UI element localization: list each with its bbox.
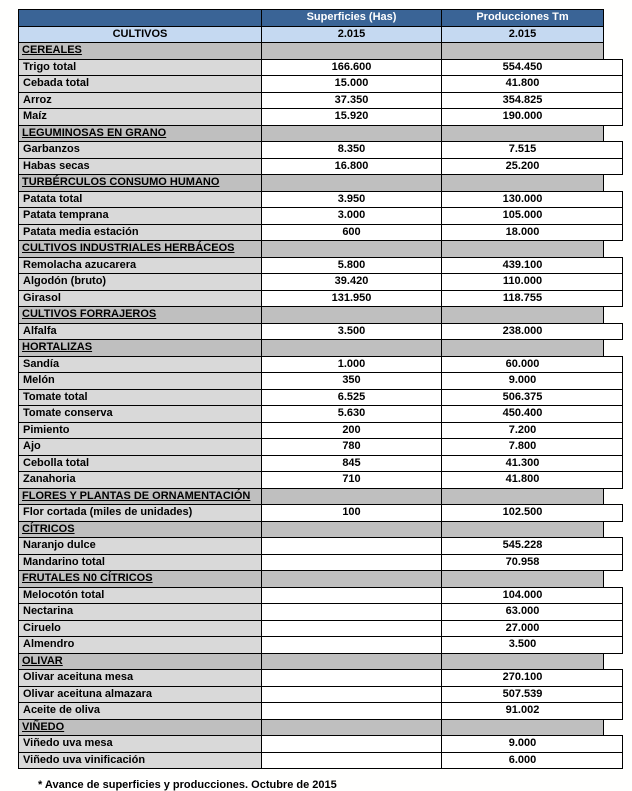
superficie-value-cell: 100: [262, 505, 442, 522]
data-row: [19, 290, 623, 307]
crop-label-cell: Ciruelo: [19, 620, 262, 637]
data-row: [19, 224, 623, 241]
crops-table-wrapper: [18, 9, 623, 791]
section-empty-cell: [262, 43, 442, 60]
data-row: [19, 373, 623, 390]
section-name: CÍTRICOS: [22, 522, 75, 535]
data-row: [19, 389, 623, 406]
crop-label-cell: Remolacha azucarera: [19, 257, 262, 274]
produccion-value-cell: 7.200: [442, 422, 623, 439]
section-empty-cell: [442, 43, 604, 60]
data-row: [19, 472, 623, 489]
section-name: LEGUMINOSAS EN GRANO: [22, 126, 167, 139]
header-producciones: Producciones Tm: [442, 10, 604, 27]
section-empty-cell: [262, 175, 442, 192]
data-row: [19, 686, 623, 703]
year-producciones-cell: 2.015: [442, 26, 604, 43]
section-empty-cell: [442, 241, 604, 258]
section-name-cell: [19, 241, 262, 258]
section-name-cell: [19, 340, 262, 357]
section-empty-cell: [262, 571, 442, 588]
crop-label-cell: Tomate conserva: [19, 406, 262, 423]
spacer-cell: [604, 43, 623, 60]
produccion-value-cell: 6.000: [442, 752, 623, 769]
superficie-value-cell: 8.350: [262, 142, 442, 159]
crop-label-cell: Olivar aceituna mesa: [19, 670, 262, 687]
section-name-cell: [19, 719, 262, 736]
superficie-value-cell: [262, 538, 442, 555]
spacer-cell: [604, 340, 623, 357]
data-row: [19, 59, 623, 76]
section-name: OLIVAR: [22, 654, 63, 667]
superficie-value-cell: 3.500: [262, 323, 442, 340]
crop-label-cell: Tomate total: [19, 389, 262, 406]
data-row: [19, 703, 623, 720]
crop-label-cell: Alfalfa: [19, 323, 262, 340]
superficie-value-cell: 3.950: [262, 191, 442, 208]
produccion-value-cell: 104.000: [442, 587, 623, 604]
section-empty-cell: [262, 719, 442, 736]
spacer-cell: [604, 175, 623, 192]
section-empty-cell: [442, 340, 604, 357]
produccion-value-cell: 27.000: [442, 620, 623, 637]
section-empty-cell: [442, 488, 604, 505]
crop-label-cell: Naranjo dulce: [19, 538, 262, 555]
table-header-row: [19, 10, 623, 27]
year-superficies-cell: 2.015: [262, 26, 442, 43]
section-empty-cell: [262, 125, 442, 142]
superficie-value-cell: [262, 752, 442, 769]
produccion-value-cell: 507.539: [442, 686, 623, 703]
superficie-value-cell: 845: [262, 455, 442, 472]
superficie-value-cell: 5.630: [262, 406, 442, 423]
section-row: [19, 521, 623, 538]
section-row: [19, 653, 623, 670]
superficie-value-cell: [262, 587, 442, 604]
section-name: FLORES Y PLANTAS DE ORNAMENTACIÓN: [22, 489, 251, 502]
produccion-value-cell: 7.800: [442, 439, 623, 456]
data-row: [19, 142, 623, 159]
spacer-cell: [604, 653, 623, 670]
data-row: [19, 736, 623, 753]
section-empty-cell: [442, 719, 604, 736]
superficie-value-cell: [262, 670, 442, 687]
data-row: [19, 257, 623, 274]
section-empty-cell: [442, 521, 604, 538]
section-empty-cell: [442, 175, 604, 192]
crop-label-cell: Viñedo uva vinificación: [19, 752, 262, 769]
superficie-value-cell: 15.920: [262, 109, 442, 126]
crop-label-cell: Maíz: [19, 109, 262, 126]
section-name-cell: [19, 125, 262, 142]
produccion-value-cell: 41.800: [442, 472, 623, 489]
data-row: [19, 587, 623, 604]
crop-label-cell: Zanahoria: [19, 472, 262, 489]
crop-label-cell: Melón: [19, 373, 262, 390]
section-row: [19, 307, 623, 324]
data-row: [19, 76, 623, 93]
data-row: [19, 191, 623, 208]
produccion-value-cell: 270.100: [442, 670, 623, 687]
section-row: [19, 43, 623, 60]
section-name-cell: [19, 488, 262, 505]
data-row: [19, 752, 623, 769]
superficie-value-cell: 16.800: [262, 158, 442, 175]
data-row: [19, 620, 623, 637]
section-empty-cell: [442, 571, 604, 588]
section-name: HORTALIZAS: [22, 341, 93, 354]
produccion-value-cell: 130.000: [442, 191, 623, 208]
data-row: [19, 455, 623, 472]
spacer-cell: [604, 521, 623, 538]
superficie-value-cell: 350: [262, 373, 442, 390]
superficie-value-cell: [262, 604, 442, 621]
crop-label-cell: Viñedo uva mesa: [19, 736, 262, 753]
data-row: [19, 109, 623, 126]
crop-label-cell: Trigo total: [19, 59, 262, 76]
data-row: [19, 505, 623, 522]
produccion-value-cell: 554.450: [442, 59, 623, 76]
data-row: [19, 538, 623, 555]
crop-label-cell: Mandarino total: [19, 554, 262, 571]
section-name-cell: [19, 653, 262, 670]
section-empty-cell: [442, 307, 604, 324]
data-row: [19, 323, 623, 340]
superficie-value-cell: 37.350: [262, 92, 442, 109]
superficie-value-cell: 3.000: [262, 208, 442, 225]
section-empty-cell: [262, 653, 442, 670]
footnote: * Avance de superficies y producciones. Octubre de 2015: [38, 779, 337, 791]
produccion-value-cell: 41.300: [442, 455, 623, 472]
crop-label-cell: Sandía: [19, 356, 262, 373]
section-empty-cell: [262, 521, 442, 538]
superficie-value-cell: 39.420: [262, 274, 442, 291]
section-name: CULTIVOS FORRAJEROS: [22, 308, 157, 321]
crop-label-cell: Patata media estación: [19, 224, 262, 241]
crop-label-cell: Aceite de oliva: [19, 703, 262, 720]
section-empty-cell: [262, 307, 442, 324]
data-row: [19, 637, 623, 654]
data-row: [19, 92, 623, 109]
superficie-value-cell: [262, 637, 442, 654]
crop-label-cell: Habas secas: [19, 158, 262, 175]
section-name: FRUTALES N0 CÍTRICOS: [22, 572, 153, 585]
produccion-value-cell: 105.000: [442, 208, 623, 225]
spacer-cell: [604, 719, 623, 736]
superficie-value-cell: [262, 686, 442, 703]
superficie-value-cell: 600: [262, 224, 442, 241]
superficie-value-cell: 166.600: [262, 59, 442, 76]
section-empty-cell: [262, 241, 442, 258]
spacer-cell: [604, 125, 623, 142]
superficie-value-cell: 131.950: [262, 290, 442, 307]
produccion-value-cell: 3.500: [442, 637, 623, 654]
superficie-value-cell: 15.000: [262, 76, 442, 93]
section-name-cell: [19, 175, 262, 192]
section-row: [19, 241, 623, 258]
superficie-value-cell: [262, 703, 442, 720]
crop-label-cell: Melocotón total: [19, 587, 262, 604]
produccion-value-cell: 7.515: [442, 142, 623, 159]
section-name-cell: [19, 43, 262, 60]
produccion-value-cell: 41.800: [442, 76, 623, 93]
section-empty-cell: [262, 340, 442, 357]
section-name-cell: [19, 521, 262, 538]
section-row: [19, 340, 623, 357]
produccion-value-cell: 450.400: [442, 406, 623, 423]
crop-label-cell: Cebolla total: [19, 455, 262, 472]
header-superficies: Superficies (Has): [262, 10, 442, 27]
produccion-value-cell: 439.100: [442, 257, 623, 274]
section-name: TURBÉRCULOS CONSUMO HUMANO: [22, 176, 220, 189]
crop-label-cell: Almendro: [19, 637, 262, 654]
table-subheader-row: [19, 26, 623, 43]
produccion-value-cell: 9.000: [442, 373, 623, 390]
produccion-value-cell: 25.200: [442, 158, 623, 175]
crop-label-cell: Ajo: [19, 439, 262, 456]
crop-label-cell: Cebada total: [19, 76, 262, 93]
produccion-value-cell: 60.000: [442, 356, 623, 373]
section-row: [19, 175, 623, 192]
superficie-value-cell: [262, 736, 442, 753]
header-corner-cell: [19, 10, 262, 27]
crops-table: [18, 9, 623, 769]
section-name-cell: [19, 571, 262, 588]
data-row: [19, 356, 623, 373]
crop-label-cell: Arroz: [19, 92, 262, 109]
crop-label-cell: Nectarina: [19, 604, 262, 621]
superficie-value-cell: 780: [262, 439, 442, 456]
superficie-value-cell: [262, 620, 442, 637]
section-name-cell: [19, 307, 262, 324]
data-row: [19, 208, 623, 225]
data-row: [19, 422, 623, 439]
section-empty-cell: [442, 653, 604, 670]
data-row: [19, 554, 623, 571]
data-row: [19, 670, 623, 687]
produccion-value-cell: 9.000: [442, 736, 623, 753]
spacer-cell: [604, 307, 623, 324]
data-row: [19, 439, 623, 456]
data-row: [19, 274, 623, 291]
data-row: [19, 604, 623, 621]
produccion-value-cell: 18.000: [442, 224, 623, 241]
superficie-value-cell: 200: [262, 422, 442, 439]
produccion-value-cell: 110.000: [442, 274, 623, 291]
data-row: [19, 406, 623, 423]
section-name: CULTIVOS INDUSTRIALES HERBÁCEOS: [22, 242, 235, 255]
section-row: [19, 571, 623, 588]
crop-label-cell: Flor cortada (miles de unidades): [19, 505, 262, 522]
superficie-value-cell: 710: [262, 472, 442, 489]
produccion-value-cell: 63.000: [442, 604, 623, 621]
produccion-value-cell: 91.002: [442, 703, 623, 720]
superficie-value-cell: 6.525: [262, 389, 442, 406]
crop-label-cell: Patata temprana: [19, 208, 262, 225]
spacer-cell: [604, 10, 623, 27]
section-empty-cell: [442, 125, 604, 142]
crop-label-cell: Patata total: [19, 191, 262, 208]
produccion-value-cell: 190.000: [442, 109, 623, 126]
section-row: [19, 125, 623, 142]
crop-label-cell: Garbanzos: [19, 142, 262, 159]
produccion-value-cell: 238.000: [442, 323, 623, 340]
spacer-cell: [604, 26, 623, 43]
superficie-value-cell: [262, 554, 442, 571]
spacer-cell: [604, 571, 623, 588]
spacer-cell: [604, 488, 623, 505]
section-row: [19, 719, 623, 736]
section-name: CEREALES: [22, 44, 82, 57]
produccion-value-cell: 545.228: [442, 538, 623, 555]
crop-label-cell: Pimiento: [19, 422, 262, 439]
spacer-cell: [604, 241, 623, 258]
produccion-value-cell: 506.375: [442, 389, 623, 406]
produccion-value-cell: 102.500: [442, 505, 623, 522]
section-row: [19, 488, 623, 505]
section-empty-cell: [262, 488, 442, 505]
superficie-value-cell: 1.000: [262, 356, 442, 373]
cultivos-label-cell: CULTIVOS: [19, 26, 262, 43]
produccion-value-cell: 354.825: [442, 92, 623, 109]
data-row: [19, 158, 623, 175]
crop-label-cell: Algodón (bruto): [19, 274, 262, 291]
crop-label-cell: Olivar aceituna almazara: [19, 686, 262, 703]
section-name: VIÑEDO: [22, 720, 65, 733]
superficie-value-cell: 5.800: [262, 257, 442, 274]
produccion-value-cell: 118.755: [442, 290, 623, 307]
crop-label-cell: Girasol: [19, 290, 262, 307]
produccion-value-cell: 70.958: [442, 554, 623, 571]
